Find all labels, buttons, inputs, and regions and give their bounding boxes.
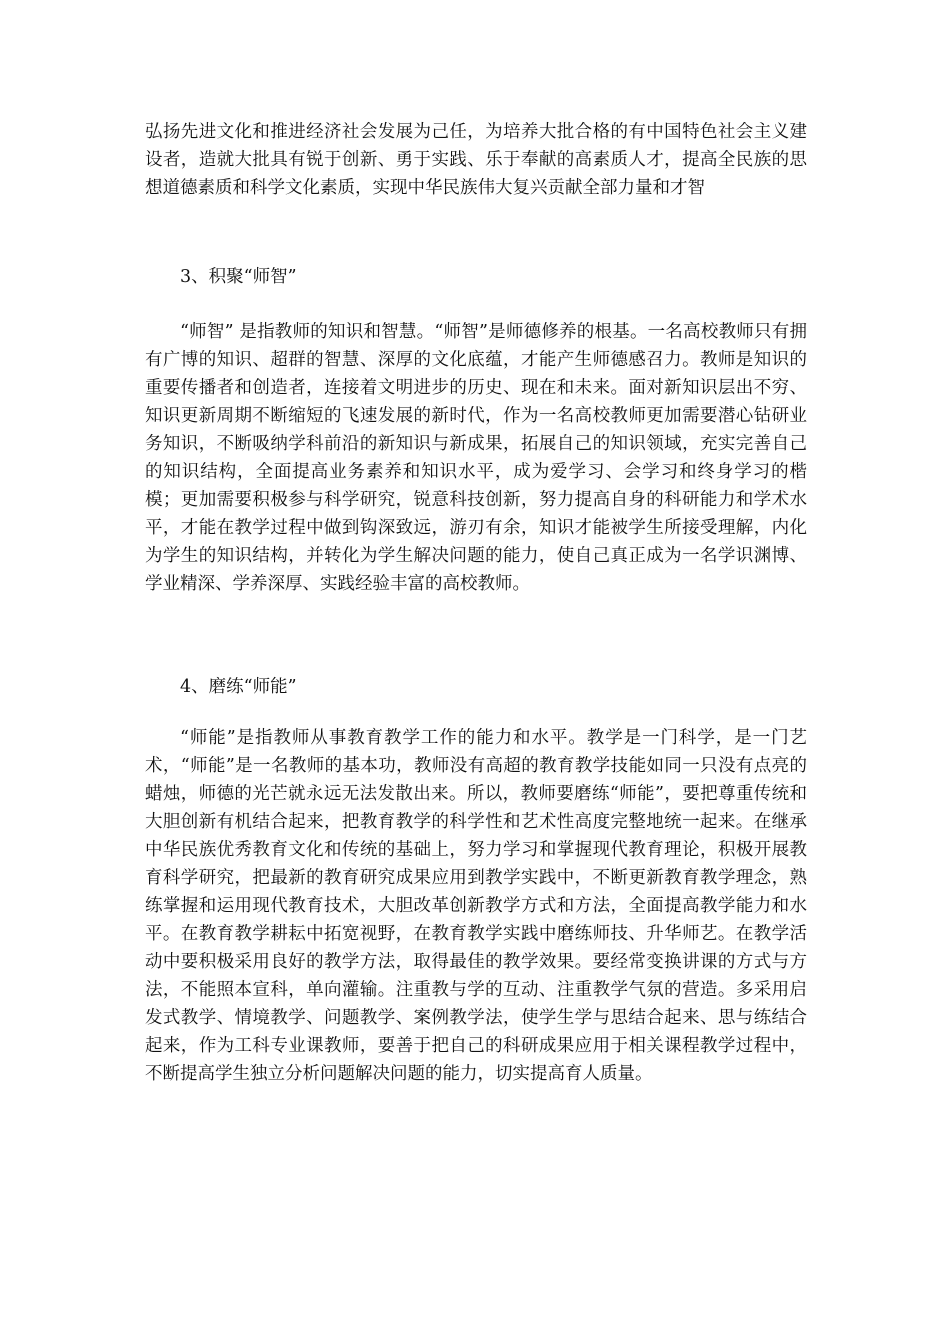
section-3-paragraph: “师智” 是指教师的知识和智慧。“师智”是师德修养的根基。一名高校教师只有拥有广博的知识、超群的智慧、深厚的文化底蕴，才能产生师德感召力。教师是知识的重要传播者和创造者，连接着文明进步的历史、现在和未来。面对新知识层出不穷、知识更新周期不断缩短的飞速发展的新时代，作为一名高校教师更加需要潜心钻研业务知识，不断吸纳学科前沿的新知识与新成果，拓展自己的知识领域，充实完善自己的知识结构，全面提高业务素养和知识水平，成为爱学习、会学习和终身学习的楷模；更加需要积极参与科学研究，锐意科技创新，努力提高自身的科研能力和学术水平，才能在教学过程中做到钩深致远，游刃有余，知识才能被学生所接受理解，内化为学生的知识结构，并转化为学生解决问题的能力，使自己真正成为一名学识渊博、学业精深、学养深厚、实践经验丰富的高校教师。 [145,322,807,594]
section-3-heading: 3、积聚“师智” [180,267,297,287]
continued-paragraph: 弘扬先进文化和推进经济社会发展为己任，为培养大批合格的有中国特色社会主义建设者，造就大批具有锐于创新、勇于实践、乐于奉献的高素质人才，提高全民族的思想道德素质和科学文化素质，实现中华民族伟大复兴贡献全部力量和才智 [145,122,807,198]
section-4-paragraph: “师能”是指教师从事教育教学工作的能力和水平。教学是一门科学，是一门艺术，“师能”是一名教师的基本功，教师没有高超的教育教学技能如同一只没有点亮的蜡烛，师德的光芒就永远无法发散出来。所以，教师要磨练“师能”，要把尊重传统和大胆创新有机结合起来，把教育教学的科学性和艺术性高度完整地统一起来。在继承中华民族优秀教育文化和传统的基础上，努力学习和掌握现代教育理论，积极开展教育科学研究，把最新的教育研究成果应用到教学实践中，不断更新教育教学理念，熟练掌握和运用现代教育技术，大胆改革创新教学方式和方法，全面提高教学能力和水平。在教育教学耕耘中拓宽视野，在教育教学实践中磨练师技、升华师艺。在教学活动中要积极采用良好的教学方法，取得最佳的教学效果。要经常变换讲课的方式与方法，不能照本宣科，单向灌输。注重教与学的互动、注重教学气氛的营造。多采用启发式教学、情境教学、问题教学、案例教学法，使学生学与思结合起来、思与练结合起来，作为工科专业课教师，要善于把自己的科研成果应用于相关课程教学过程中，不断提高学生独立分析问题解决问题的能力，切实提高育人质量。 [145,728,807,1084]
section-4-heading: 4、磨练“师能” [180,677,297,697]
